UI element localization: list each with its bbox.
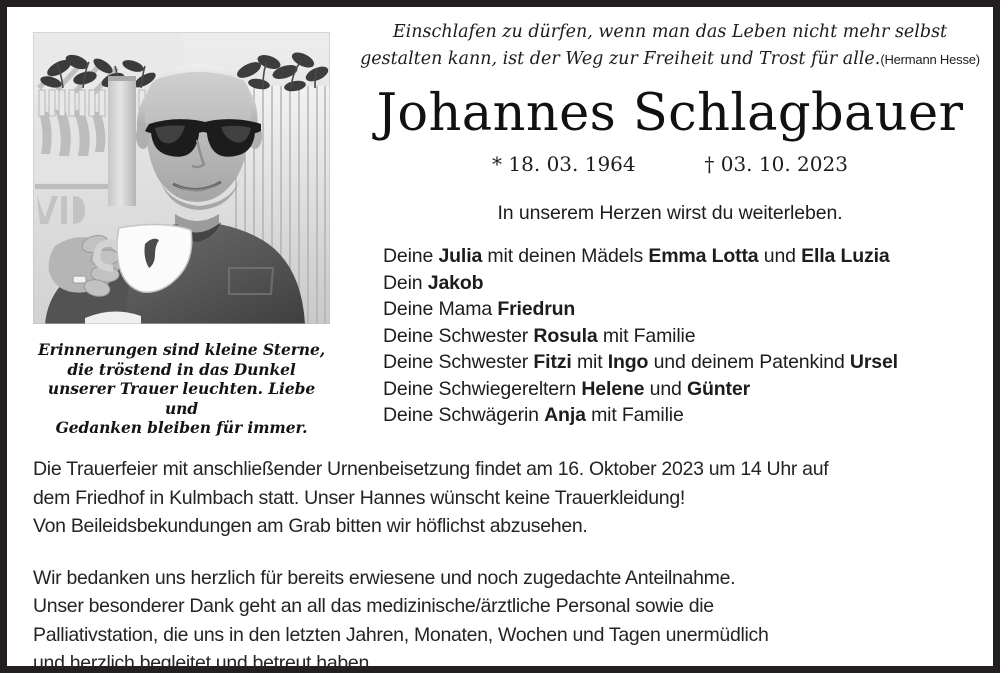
family-member-name: Fitzi: [533, 351, 572, 373]
death-date: 03. 10. 2023: [720, 152, 848, 176]
birth-date: 18. 03. 1964: [508, 152, 636, 176]
thanks-line-1: Wir bedanken uns herzlich für bereits erwiesene und noch zugedachte Anteilnahme.: [33, 566, 736, 589]
birth-symbol: *: [492, 152, 503, 176]
photo-caption-line-2: die tröstend in das Dunkel: [67, 359, 296, 379]
epigraph-line-2-wrap: [355, 46, 985, 73]
family-row-text: Deine Schwiegereltern: [383, 377, 582, 400]
death-symbol: †: [704, 152, 715, 176]
photo-caption: [33, 340, 330, 438]
family-member-name: Jakob: [427, 271, 484, 294]
family-row-text: Deine Schwester: [383, 324, 534, 347]
family-row-text: mit Familie: [585, 404, 684, 426]
family-row: [383, 270, 985, 297]
funeral-paragraph: [33, 455, 963, 541]
family-member-name: Günter: [686, 377, 751, 400]
family-member-name: Emma Lotta: [648, 245, 759, 267]
family-row: [383, 402, 985, 429]
funeral-line-2: dem Friedhof in Kulmbach statt. Unser Hannes wünscht keine Trauerkleidung!: [33, 486, 685, 509]
family-row: [383, 349, 985, 376]
photo-caption-line-4: Gedanken bleiben für immer.: [55, 418, 308, 437]
family-row-text: Deine Mama: [383, 298, 498, 320]
family-member-name: Ursel: [849, 351, 898, 373]
birth-date-group: [492, 151, 636, 177]
photo-caption-line-1: Erinnerungen sind kleine Sterne,: [37, 340, 326, 359]
epigraph-attribution: (Hermann Hesse): [880, 52, 980, 67]
family-row-text: Deine Schwester: [383, 351, 534, 373]
family-row: [383, 243, 985, 270]
epigraph-line-1: Einschlafen zu dürfen, wenn man das Leben nicht mehr selbst: [392, 22, 948, 42]
family-row-text: mit Familie: [597, 324, 696, 347]
family-row-text: mit: [571, 351, 608, 373]
family-member-name: Ingo: [607, 351, 649, 373]
bottom-text-block: [33, 455, 963, 678]
family-row: [383, 323, 985, 350]
funeral-line-1: Die Trauerfeier mit anschließender Urnenbeisetzung findet am 16. Oktober 2023 um 14 Uhr auf: [33, 458, 829, 480]
family-member-name: Helene: [581, 377, 645, 400]
notice-inner-area: [7, 7, 993, 674]
thanks-line-4: und herzlich begleitet und betreut haben.: [33, 652, 375, 674]
deceased-name: Johannes Schlagbauer: [376, 84, 964, 143]
deceased-photo: [33, 32, 330, 324]
epigraph-line-2: gestalten kann, ist der Weg zur Freiheit und Trost für alle.: [360, 49, 881, 69]
family-list: [383, 243, 985, 429]
family-row-text: und: [758, 245, 802, 267]
thanks-paragraph: [33, 564, 963, 678]
family-row-text: und: [644, 377, 687, 400]
family-member-name: Rosula: [533, 324, 598, 347]
death-date-group: [704, 151, 848, 177]
family-row-text: mit deinen Mädels: [482, 245, 649, 267]
family-member-name: Ella Luzia: [801, 245, 890, 267]
funeral-line-3: Von Beileidsbekundungen am Grab bitten wir höflichst abzusehen.: [33, 515, 588, 537]
thanks-line-2: Unser besonderer Dank geht an all das medizinische/ärztliche Personal sowie die: [33, 595, 714, 617]
memorial-line: In unserem Herzen wirst du weiterleben.: [497, 202, 843, 224]
photo-caption-line-3: unserer Trauer leuchten. Liebe und: [47, 379, 316, 418]
family-row-text: Dein: [383, 271, 428, 294]
family-member-name: Friedrun: [497, 298, 576, 320]
family-row-text: und deinem Patenkind: [648, 351, 850, 373]
family-member-name: Anja: [544, 404, 586, 426]
family-row-text: Deine Schwägerin: [383, 404, 545, 426]
right-column: [355, 19, 985, 429]
thanks-line-3: Palliativstation, die uns in den letzten Jahren, Monaten, Wochen und Tagen unermüdlich: [33, 623, 769, 646]
family-row: [383, 376, 985, 403]
life-dates: [355, 151, 985, 177]
epigraph: [355, 19, 985, 73]
photo-block: [33, 32, 330, 438]
family-row-text: Deine: [383, 245, 439, 267]
family-row: [383, 296, 985, 323]
family-member-name: Julia: [438, 245, 483, 267]
